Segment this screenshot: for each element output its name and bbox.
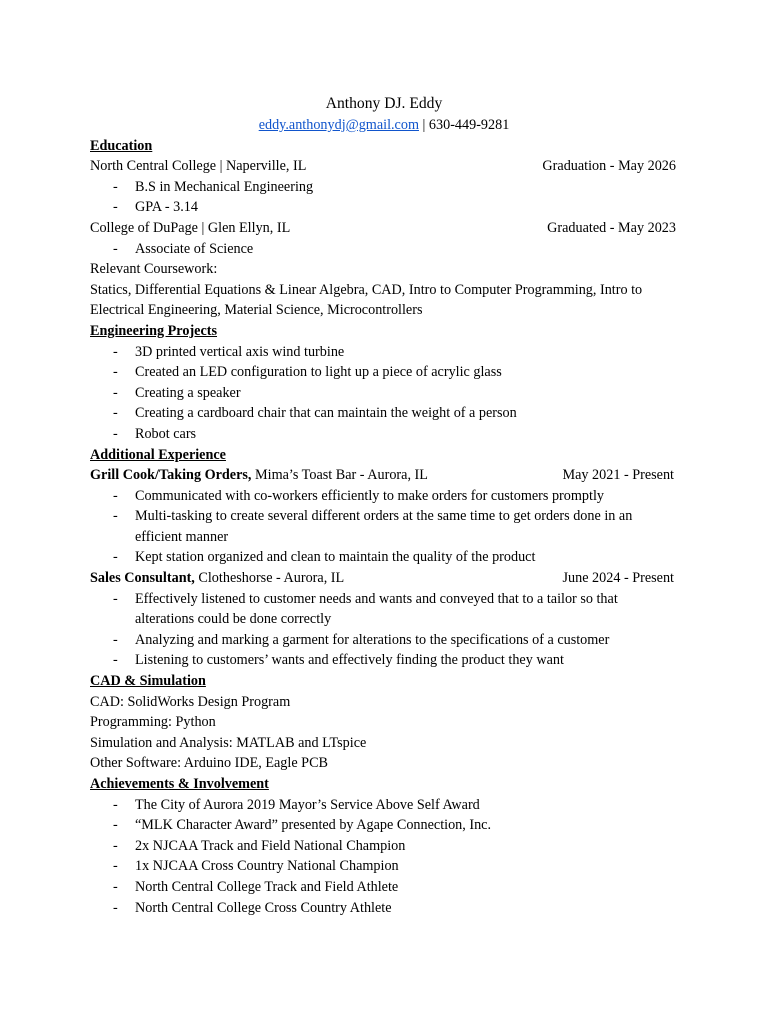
list-item: - North Central College Track and Field Athlete [90, 877, 678, 898]
list-item: - Listening to customers’ wants and effectively finding the product they want [90, 650, 678, 671]
job-title: Sales Consultant, [90, 570, 195, 587]
skill-line: Other Software: Arduino IDE, Eagle PCB [90, 755, 328, 772]
resume-content [90, 92, 678, 918]
list-item: - B.S in Mechanical Engineering [90, 177, 678, 198]
bullet-dash: - [113, 817, 118, 834]
coursework-list: Statics, Differential Equations & Linear Algebra, CAD, Intro to Computer Programming, Intro to Electrical Engineering, Material Science, Microcontrollers [90, 281, 643, 319]
experience-heading: Additional Experience [90, 446, 226, 463]
bullet-dash: - [113, 425, 118, 442]
school-row [90, 218, 678, 239]
list-item: - GPA - 3.14 [90, 197, 678, 218]
list-item: - “MLK Character Award” presented by Agape Connection, Inc. [90, 815, 678, 836]
skill-line: Simulation and Analysis: MATLAB and LTspice [90, 734, 367, 751]
bullet-dash: - [113, 878, 118, 895]
bullet-dash: - [113, 405, 118, 422]
bullet-dash: - [113, 549, 118, 566]
bullet-dash: - [113, 837, 118, 854]
bullet-dash: - [113, 364, 118, 381]
skill-line: CAD: SolidWorks Design Program [90, 693, 291, 710]
education-heading: Education [90, 137, 153, 154]
candidate-name: Anthony DJ. Eddy [325, 95, 443, 112]
list-item: - Creating a cardboard chair that can maintain the weight of a person [90, 403, 678, 424]
bullet-dash: - [113, 240, 118, 257]
bullet-dash: - [113, 199, 118, 216]
job-row [90, 465, 678, 486]
bullet-dash: - [113, 652, 118, 669]
list-item: - 1x NJCAA Cross Country National Champion [90, 856, 678, 877]
bullet-dash: - [113, 178, 118, 195]
contact-line [90, 115, 678, 136]
school-name: College of DuPage | Glen Ellyn, IL [90, 219, 291, 236]
list-item: - Multi-tasking to create several different orders at the same time to get orders done in an efficient manner [113, 508, 633, 545]
bullet-dash: - [113, 631, 118, 648]
list-item: - The City of Aurora 2019 Mayor’s Service Above Self Award [90, 795, 678, 816]
list-item: - Created an LED configuration to light up a piece of acrylic glass [90, 362, 678, 383]
phone-number: 630-449-9281 [428, 117, 510, 133]
job-date: June 2024 - Present [562, 570, 674, 587]
list-item: - Associate of Science [90, 239, 678, 260]
email-link[interactable]: eddy.anthonydj@gmail.com [258, 117, 419, 133]
school-row [90, 156, 678, 177]
list-item: - North Central College Cross Country Athlete [90, 898, 678, 919]
list-item: - Kept station organized and clean to maintain the quality of the product [90, 547, 678, 568]
bullet-dash: - [113, 343, 118, 360]
list-item: - 2x NJCAA Track and Field National Champion [90, 836, 678, 857]
job-place: Clotheshorse - Aurora, IL [194, 570, 345, 587]
bullet-dash: - [113, 487, 118, 504]
skill-line: Programming: Python [90, 714, 216, 731]
graduation-date: Graduated - May 2023 [547, 219, 676, 236]
graduation-date: Graduation - May 2026 [542, 158, 676, 175]
coursework-label: Relevant Coursework: [90, 261, 218, 278]
cad-heading: CAD & Simulation [90, 673, 206, 690]
bullet-dash: - [113, 796, 118, 813]
bullet-dash: - [113, 590, 118, 607]
school-name: North Central College | Naperville, IL [90, 158, 307, 175]
achievements-heading: Achievements & Involvement [90, 776, 269, 792]
list-item: - Analyzing and marking a garment for alterations to the specifications of a customer [90, 630, 678, 651]
job-title: Grill Cook/Taking Orders, [90, 467, 252, 484]
list-item: - Effectively listened to customer needs and wants and conveyed that to a tailor so that alterations could be done correctly [113, 590, 618, 628]
bullet-dash: - [113, 384, 118, 401]
list-item: - Robot cars [90, 424, 678, 445]
contact-separator: | [418, 117, 429, 133]
list-item: - Communicated with co-workers efficiently to make orders for customers promptly [90, 486, 678, 507]
list-item: - Creating a speaker [90, 383, 678, 404]
job-place: Mima’s Toast Bar - Aurora, IL [251, 467, 428, 484]
bullet-dash: - [113, 858, 118, 875]
bullet-dash: - [113, 899, 118, 916]
bullet-dash: - [113, 508, 118, 525]
job-row [90, 568, 678, 589]
projects-heading: Engineering Projects [90, 322, 218, 339]
list-item: - 3D printed vertical axis wind turbine [90, 342, 678, 363]
job-date: May 2021 - Present [562, 467, 674, 484]
